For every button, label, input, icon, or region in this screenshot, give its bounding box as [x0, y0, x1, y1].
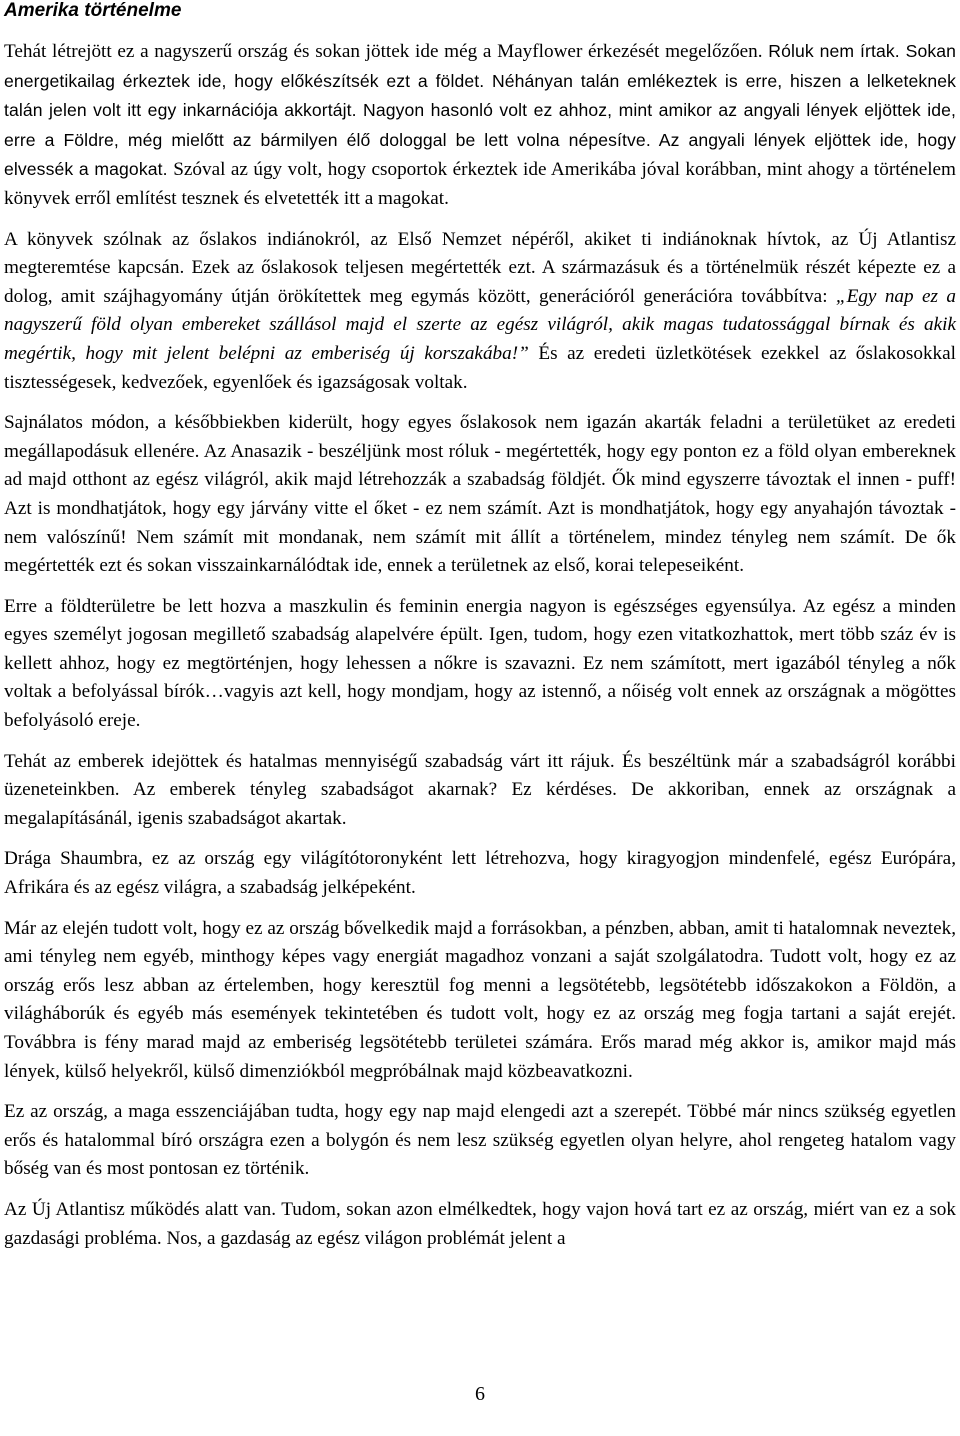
paragraph — [4, 1098, 956, 1184]
paragraph — [4, 748, 956, 834]
text-run: Sajnálatos módon, a későbbiekben kiderült, hogy egyes őslakosok nem igazán akarták feladni a területüket az eredeti megállapodásuk ellenére. Az Anasazik - beszéljünk most róluk - megértették, hogy egy ponton ez a föld olyan embereknek ad majd otthont az egész világról, akik majd létrehozzák a szabadság földjét. Ők mind egyszerre távoztak el innen - puff! Azt is mondhatjátok, hogy egy járvány vitte el őket - ez nem számít. Azt is mondhatjátok, hogy egy anyahajón távoztak - nem valószínű! Nem számít mit mondanak, nem számít mit állít a történelem, mindez tényleg nem számít. De ők megértették ezt és sokan visszainkarnálódtak ide, ennek a területnek az első, korai telepeseiként. — [4, 412, 956, 577]
text-run: Róluk nem írtak. Sokan energetikailag érkeztek ide, hogy előkészítsék ezt a földet. Néhányan talán emlékeztek is erre, hiszen a lelketeknek talán jelen volt itt egy inkarnációja akkortájt. Nagyon hasonló volt ez ahhoz, mint amikor az angyali lények eljöttek ide, erre a Földre, még mielőtt az bármilyen élő dologgal be lett volna népesítve. Az angyali lények eljöttek ide, hogy elvessék a magokat. — [4, 41, 956, 180]
paragraph — [4, 845, 956, 902]
paragraph — [4, 593, 956, 736]
paragraph — [4, 226, 956, 398]
paragraph — [4, 37, 956, 214]
text-run: Tehát az emberek idejöttek és hatalmas mennyiségű szabadság várt itt rájuk. És beszéltünk már a szabadságról korábbi üzeneteinkben. Az emberek tényleg szabadságot akarnak? Ez kérdéses. De akkoriban, ennek az országnak a megalapításánál, igenis szabadságot akartak. — [4, 750, 956, 829]
text-run: És az eredeti üzletkötések ezekkel az őslakosokkal tisztességesek, kedvezőek, egyenlőek és igazságosak voltak. — [4, 342, 956, 393]
text-run: Drága Shaumbra, ez az ország egy világítótoronyként lett létrehozva, hogy kiragyogjon mindenfelé, egész Európára, Afrikára és az egész világra, a szabadság jelképeként. — [4, 848, 956, 899]
page-number: 6 — [475, 1383, 485, 1405]
text-run: Szóval az úgy volt, hogy csoportok érkeztek ide Amerikába jóval korábban, mint ahogy a történelem könyvek erről említést tesznek és elvetették itt a magokat. — [4, 159, 956, 209]
text-run: Erre a földterületre be lett hozva a maszkulin és feminin energia nagyon is egészséges egyensúlya. Az egész a minden egyes személyt jogosan megillető szabadság alapelvére épült. Igen, tudom, hogy ezen vitatkozhattok, mert több száz év is kellett ahhoz, hogy ez megtörténjen, hogy lehessen a nőkre is szavazni. Ez nem számított, mert igazából tényleg a nők voltak a befolyással bírók…vagyis azt kell, hogy mondjam, hogy az istennő, a nőiség volt ennek az országnak a mögöttes befolyásoló ereje. — [4, 595, 956, 732]
text-run: Ez az ország, a maga esszenciájában tudta, hogy egy nap majd elengedi azt a szerepét. Többé már nincs szükség egyetlen erős és hatalommal bíró országra ezen a bolygón és nem lesz szükség egyetlen olyan helyre, ahol rengeteg hatalom vagy bőség van és most pontosan ez történik. — [4, 1101, 956, 1180]
quote-text: „Egy nap ez a nagyszerű föld olyan embereket szállásol majd el szerte az egész világról, akik magas tudatossággal bírnak és akik megértik, hogy mit jelent belépni az emberiség új korszakába!” — [4, 285, 956, 364]
paragraph — [4, 409, 956, 581]
text-run: A könyvek szólnak az őslakos indiánokról, az Első Nemzet népéről, akiket ti indiánoknak hívtok, az Új Atlantisz megteremtése kapcsán. Ezek az őslakosok teljesen megértették ezt. A származásuk és a történelmük részét képezte ez a dolog, amit szájhagyomány útján örökítettek meg egymás között, generációról generációra továbbítva: — [4, 228, 956, 307]
text-run: Tehát létrejött ez a nagyszerű ország és sokan jöttek ide még a Mayflower érkezését megelőzően. — [4, 41, 769, 62]
paragraph — [4, 1196, 956, 1253]
chapter-title: Amerika történelme — [4, 0, 182, 21]
text-run: Az Új Atlantisz működés alatt van. Tudom, sokan azon elmélkedtek, hogy vajon hová tart ez az ország, miért van ez a sok gazdasági probléma. Nos, a gazdaság az egész világon problémát jelent a — [4, 1198, 956, 1249]
body-text — [4, 37, 956, 1253]
text-run: Már az elején tudott volt, hogy ez az ország bővelkedik majd a forrásokban, a pénzben, abban, amit ti hatalomnak neveztek, ami tényleg nem egyéb, minthogy képes vagy energiát magadhoz vonzani a saját szolgálatodra. Tudott volt, hogy ez az ország erős lesz abban az értelemben, hogy keresztül fog menni a legsötétebb, legsötétebb időszakokon a Földön, a világháborúk és egyéb más események tekintetében és tudott volt, hogy ez az ország meg fogja tartani a saját erejét. Továbbra is fény marad majd az emberiség legsötétebb területei számára. Erős marad még akkor is, amikor majd más lények, külső helyekről, külső dimenziókból megpróbálnak majd közbeavatkozni. — [4, 917, 956, 1082]
paragraph — [4, 915, 956, 1087]
